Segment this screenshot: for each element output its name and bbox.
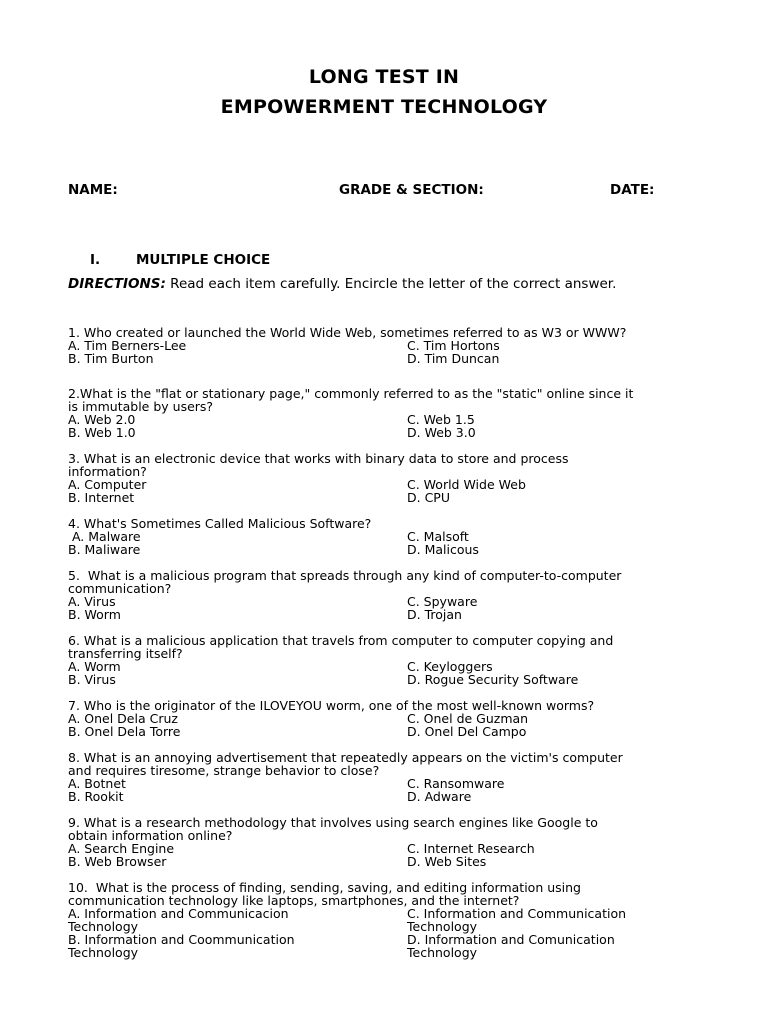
option-row [68,790,708,803]
question-stem: 9. What is a research methodology that involves using search engines like Google to [68,815,598,830]
directions [68,276,616,292]
answer-options [68,595,708,621]
answer-options [68,777,708,803]
question-stem: 7. Who is the originator of the ILOVEYOU worm, one of the most well-known worms? [68,698,595,713]
answer-option[interactable]: D. Trojan [407,607,462,622]
directions-label: DIRECTIONS: [68,276,166,292]
answer-options [68,530,708,556]
answer-options [68,907,708,959]
answer-option[interactable]: Technology [68,945,139,960]
answer-option[interactable]: B. Maliware [68,542,141,557]
option-row [68,595,708,608]
answer-option[interactable]: C. Onel de Guzman [407,711,529,726]
answer-option[interactable]: Technology [407,945,478,960]
option-row [68,933,708,946]
answer-option[interactable]: A. Information and Communicacion [68,906,289,921]
option-row [68,352,708,365]
question-stem: 2.What is the "flat or stationary page," commonly referred to as the "static" online since it [68,386,634,401]
question-stem: 1. Who created or launched the World Wide Web, sometimes referred to as W3 or WWW? [68,325,627,340]
option-row [68,855,708,868]
question-4 [68,517,708,556]
answer-option[interactable]: C. Internet Research [407,841,535,856]
answer-options [68,478,708,504]
title-line-1: LONG TEST IN [308,66,460,88]
answer-option[interactable]: D. Information and Comunication [407,932,615,947]
answer-option[interactable]: A. Virus [68,594,116,609]
answer-option[interactable]: B. Tim Burton [68,351,154,366]
answer-option[interactable]: D. CPU [407,490,450,505]
answer-option[interactable]: B. Onel Dela Torre [68,724,181,739]
answer-option[interactable]: B. Virus [68,672,116,687]
option-row [68,339,708,352]
question-6 [68,634,708,686]
answer-option[interactable]: D. Tim Duncan [407,351,500,366]
answer-option[interactable]: B. Web Browser [68,854,167,869]
option-row [68,946,708,959]
answer-option[interactable]: Technology [407,919,478,934]
answer-option[interactable]: C. Information and Communication [407,906,627,921]
option-row [68,413,708,426]
option-row [68,530,708,543]
question-stem: 5. What is a malicious program that spreads through any kind of computer-to-computer [68,568,622,583]
answer-option[interactable]: C. Malsoft [407,529,469,544]
question-2 [68,387,708,439]
answer-options [68,413,708,439]
question-10 [68,881,708,959]
answer-option[interactable]: A. Web 2.0 [68,412,136,427]
answer-option[interactable]: A. Computer [68,477,147,492]
option-row [68,660,708,673]
question-stem: 8. What is an annoying advertisement that repeatedly appears on the victim's computer [68,750,623,765]
answer-option[interactable]: D. Web Sites [407,854,487,869]
answer-option[interactable]: Technology [68,919,139,934]
section-title: MULTIPLE CHOICE [136,252,271,268]
option-row [68,543,708,556]
answer-option[interactable]: C. Ransomware [407,776,505,791]
answer-option[interactable]: C. Tim Hortons [407,338,500,353]
answer-option[interactable]: B. Web 1.0 [68,425,136,440]
option-row [68,478,708,491]
option-row [68,608,708,621]
option-row [68,673,708,686]
answer-option[interactable]: B. Rookit [68,789,124,804]
answer-option[interactable]: B. Internet [68,490,135,505]
question-stem: 3. What is an electronic device that works with binary data to store and process [68,451,569,466]
option-row [68,907,708,920]
question-stem: information? [68,464,147,479]
answer-option[interactable]: A. Search Engine [68,841,175,856]
answer-option[interactable]: B. Information and Coommunication [68,932,295,947]
option-row [68,777,708,790]
name-field-label: NAME: [68,182,118,198]
option-row [68,725,708,738]
question-stem: 6. What is a malicious application that travels from computer to computer copying and [68,633,614,648]
question-stem: transferring itself? [68,646,183,661]
answer-option[interactable]: A. Malware [68,529,141,544]
answer-option[interactable]: D. Web 3.0 [407,425,476,440]
answer-option[interactable]: C. Web 1.5 [407,412,475,427]
question-8 [68,751,708,803]
answer-option[interactable]: A. Botnet [68,776,126,791]
answer-option[interactable]: D. Adware [407,789,472,804]
question-stem: obtain information online? [68,828,233,843]
answer-option[interactable]: A. Tim Berners-Lee [68,338,187,353]
option-row [68,491,708,504]
answer-options [68,842,708,868]
question-stem: communication technology like laptops, smartphones, and the internet? [68,893,520,908]
title-line-2: EMPOWERMENT TECHNOLOGY [220,96,548,118]
question-1 [68,326,708,365]
answer-option[interactable]: A. Onel Dela Cruz [68,711,178,726]
question-9 [68,816,708,868]
answer-option[interactable]: C. Keyloggers [407,659,493,674]
answer-option[interactable]: C. World Wide Web [407,477,526,492]
question-3 [68,452,708,504]
date-field-label: DATE: [610,182,655,198]
answer-options [68,339,708,365]
directions-text: Read each item carefully. Encircle the letter of the correct answer. [165,276,617,292]
answer-option[interactable]: C. Spyware [407,594,478,609]
answer-option[interactable]: A. Worm [68,659,121,674]
question-stem: and requires tiresome, strange behavior to close? [68,763,380,778]
answer-option[interactable]: D. Rogue Security Software [407,672,579,687]
answer-options [68,712,708,738]
question-stem: communication? [68,581,172,596]
answer-option[interactable]: D. Malicous [407,542,479,557]
question-stem: 4. What's Sometimes Called Malicious Software? [68,516,372,531]
question-stem: 10. What is the process of finding, sending, saving, and editing information using [68,880,581,895]
question-stem: is immutable by users? [68,399,214,414]
option-row [68,426,708,439]
answer-options [68,660,708,686]
grade-section-field-label: GRADE & SECTION: [339,182,484,198]
question-5 [68,569,708,621]
section-number: I. [90,252,101,268]
question-7 [68,699,708,738]
answer-option[interactable]: D. Onel Del Campo [407,724,527,739]
answer-option[interactable]: B. Worm [68,607,121,622]
